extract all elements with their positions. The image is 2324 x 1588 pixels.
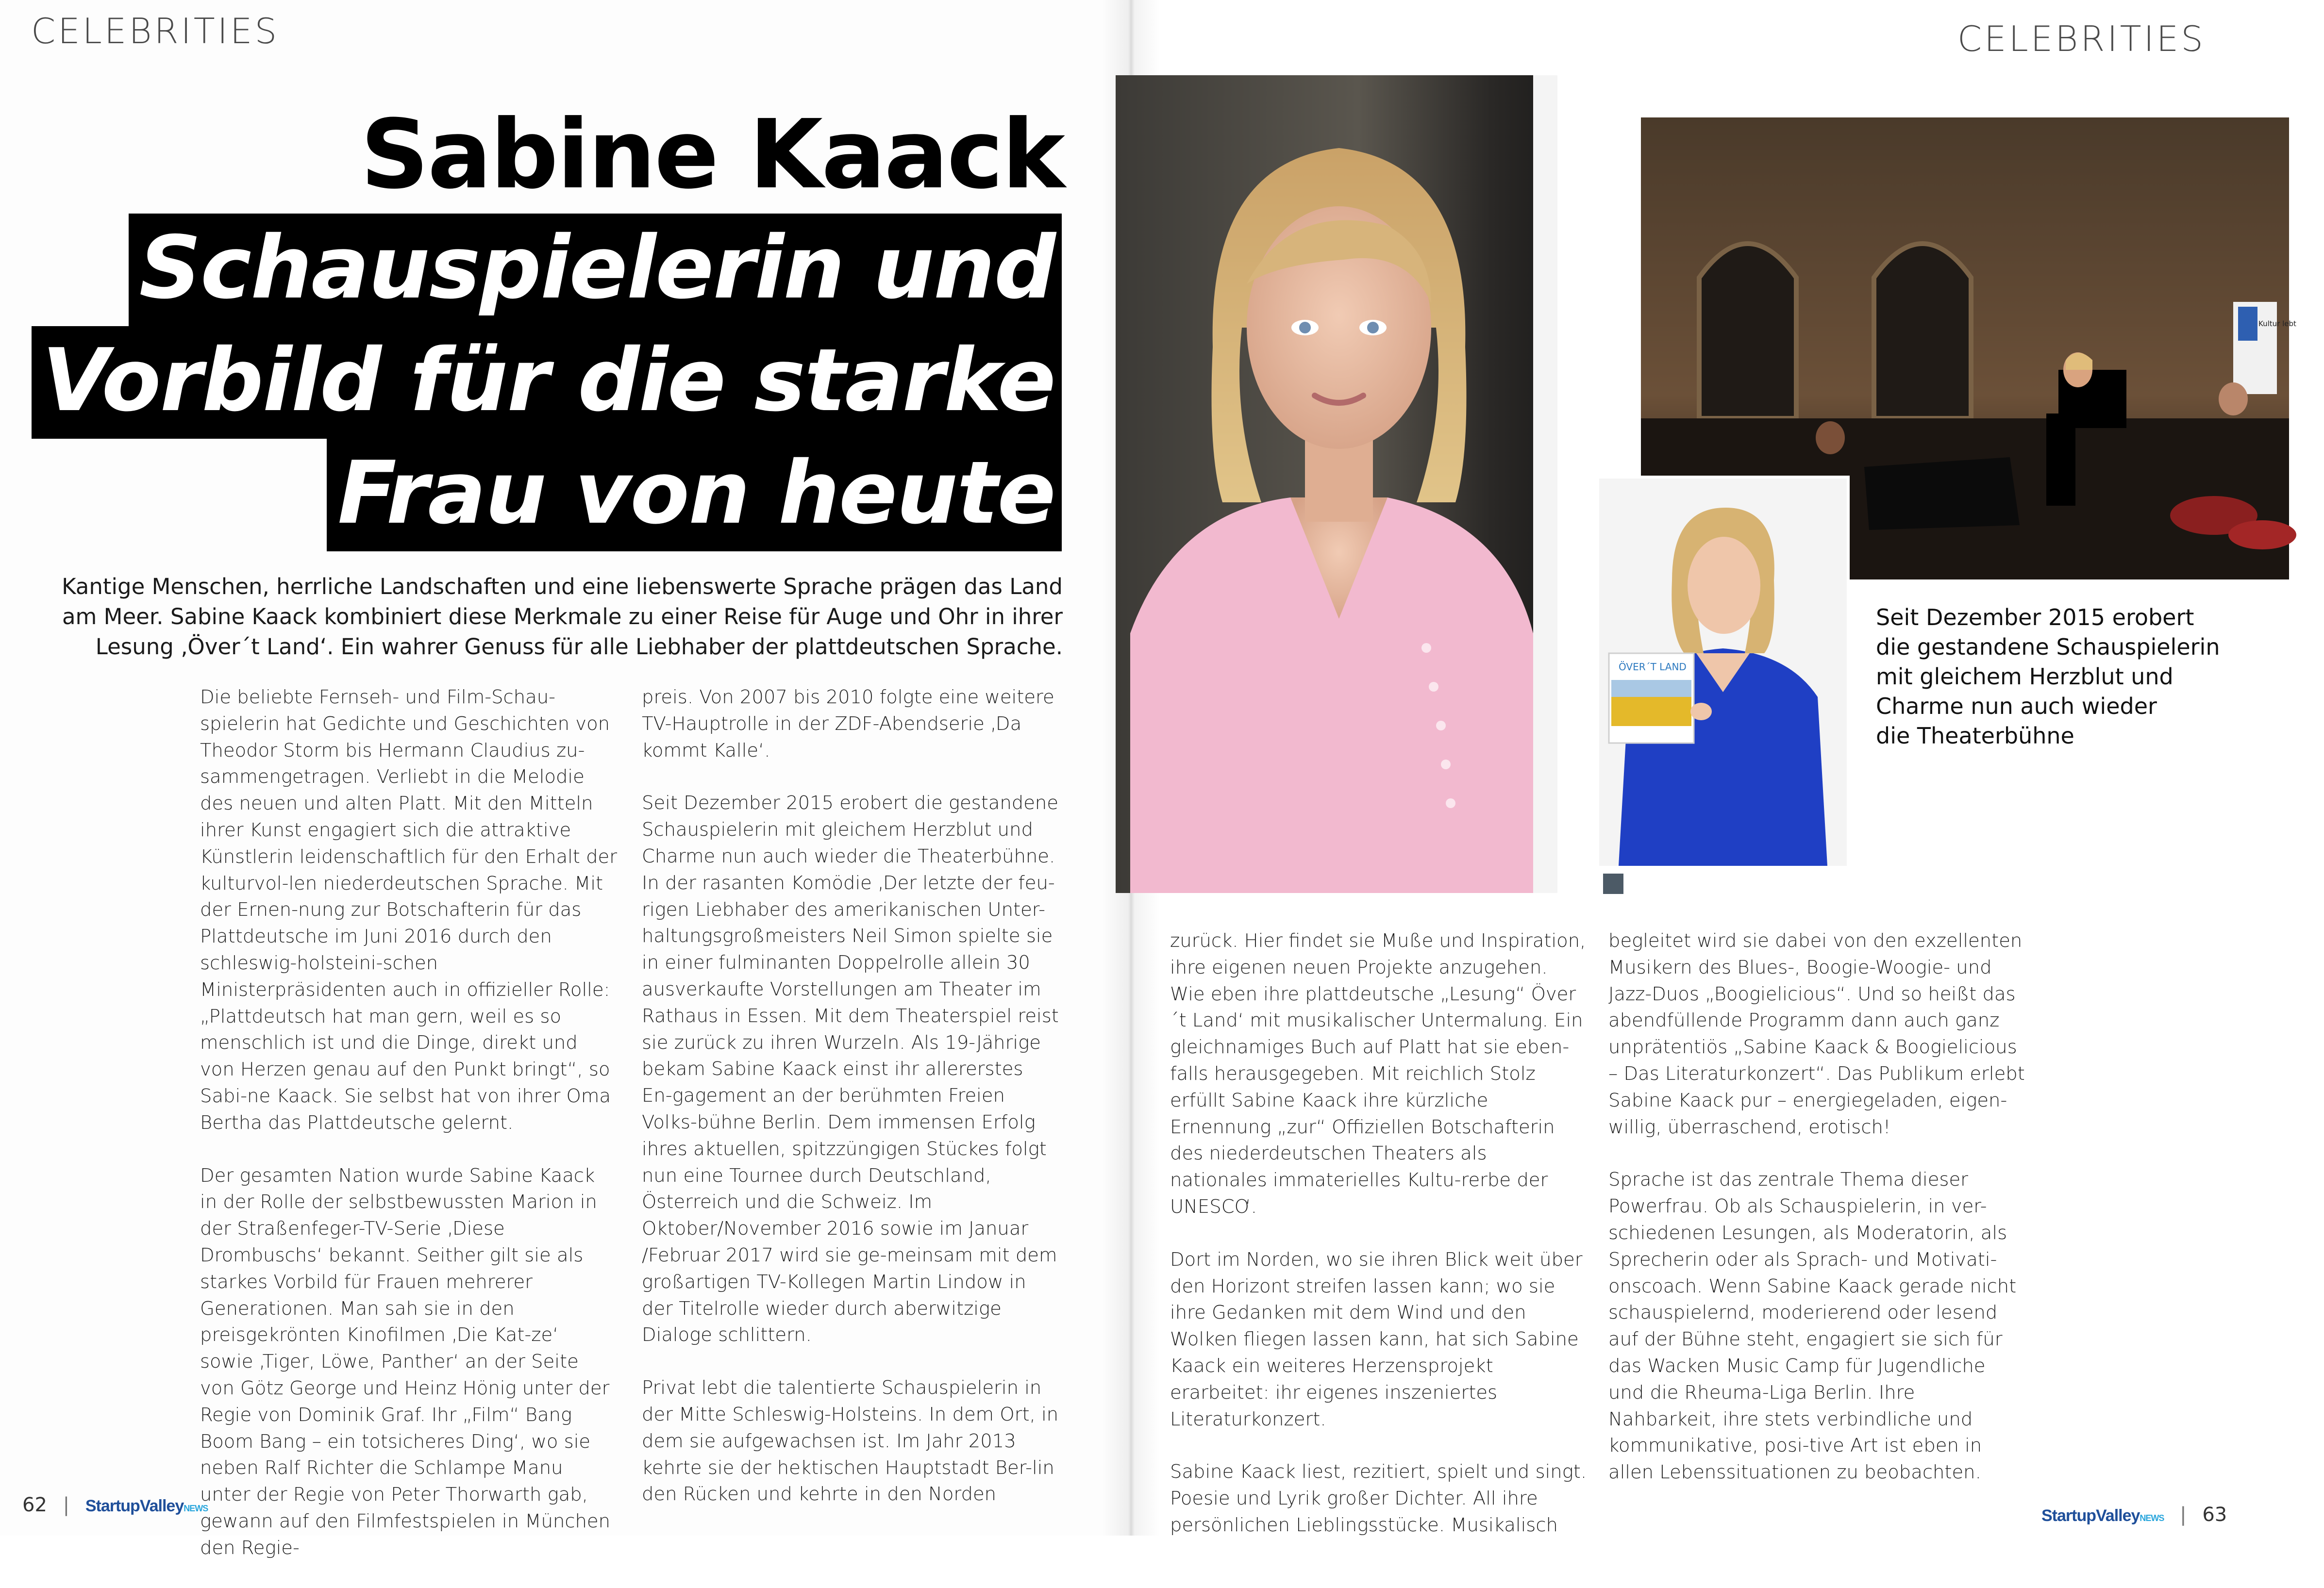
column-3-paragraph-3: Sabine Kaack liest, rezitiert, spielt und singt. Poesie und Lyrik großer Dichter. All ihre persönlichen Lieblingsstücke. Musikalisch: [1170, 1461, 1587, 1536]
photo-caption: [1876, 603, 2245, 751]
caption-line-5: die Theaterbühne: [1876, 723, 2074, 749]
intro-deck: [24, 572, 1063, 662]
brand-sub-right: NEWS: [2140, 1513, 2164, 1523]
subhead-line-3: Frau von heute: [327, 439, 1062, 551]
column-2-paragraph-3: Privat lebt die talentierte Schauspielerin in der Mitte Schleswig-Holsteins. In dem Ort, in dem sie aufgewachsen ist. Im Jahr 2013 kehrte sie der hektischen Hauptstadt Ber-lin den Rücken und kehrte in den Norden: [642, 1377, 1059, 1505]
folio-right: [2041, 1504, 2227, 1526]
body-column-4: [1608, 928, 2026, 1512]
column-2-paragraph-1: preis. Von 2007 bis 2010 folgte eine weitere TV-Hauptrolle in der ZDF-Abendserie ‚Da kommt Kalle‘.: [642, 686, 1054, 761]
brand-name-right: StartupValley: [2041, 1506, 2140, 1525]
body-column-3: [1170, 928, 1588, 1565]
section-tag-right: CELEBRITIES: [1957, 18, 2206, 59]
book-portrait-photo-icon: [1599, 479, 1847, 866]
subhead-line-2: Vorbild für die starke: [32, 326, 1062, 439]
photo-credit-marker: [1603, 874, 1623, 894]
body-column-1: [200, 684, 618, 1588]
section-tag-left: CELEBRITIES: [31, 11, 280, 51]
intro-line-2: am Meer. Sabine Kaack kombiniert diese Merkmale zu einer Reise für Auge und Ohr in ihrer: [62, 604, 1063, 629]
caption-line-4: Charme nun auch wieder: [1876, 693, 2157, 719]
portrait-photo: [1116, 75, 1557, 893]
brand-name-left: StartupValley: [85, 1497, 184, 1515]
column-4-paragraph-2: Sprache ist das zentrale Thema dieser Powerfrau. Ob als Schauspielerin, in ver-schiedenen Lesungen, als Moderatorin, als Sprecherin oder als Sprach- und Motivati-onscoach. Wenn Sabine Kaack gerade nicht schauspielernd, moderierend oder lesend auf der Bühne steht, engagiert sie sich für das Wacken Music Camp für Jugendliche und die Rheuma-Liga Berlin. Ihre Nahbarkeit, ihre stets verbindliche und kommunikative, posi-tive Art ist eben in allen Lebenssituationen zu beobachten.: [1608, 1169, 2017, 1484]
page-number-right: 63: [2202, 1504, 2227, 1526]
page-number-left: 62: [22, 1494, 47, 1516]
column-3-paragraph-2: Dort im Norden, wo sie ihren Blick weit über den Horizont streifen lassen kann; wo sie ihre Gedanken mit dem Wind und den Wolken fliegen lassen kann, hat sich Sabine Kaack ein weiteres Herzensprojekt erarbeitet: ihr eigenes inszeniertes Literaturkonzert.: [1170, 1248, 1583, 1430]
headline: Sabine Kaack: [360, 99, 1064, 210]
caption-line-1: Seit Dezember 2015 erobert: [1876, 604, 2194, 630]
book-title-text: ÖVER´T LAND: [1619, 661, 1687, 673]
column-4-paragraph-1: begleitet wird sie dabei von den exzellenten Musikern des Blues-, Boogie-Woogie- und Jazz-Duos „Boogielicious“. Und so heißt das abendfüllende Programm dann auch ganz unprätentiös „Sabine Kaack & Boogielicious – Das Literaturkonzert“. Das Publikum erlebt Sabine Kaack pur – energiegeladen, eigen-willig, überraschend, erotisch!: [1608, 930, 2025, 1138]
body-column-2: [642, 684, 1059, 1534]
folio-left: [22, 1494, 208, 1516]
stage-banner-text: Kultur lebt: [2258, 319, 2296, 328]
subhead-line-1: Schauspielerin und: [129, 214, 1062, 326]
column-3-paragraph-1: zurück. Hier findet sie Muße und Inspiration, ihre eigenen neuen Projekte anzugehen. Wie eben ihre plattdeutsche „Lesung“ Över´t Land‘ mit musikalischer Untermalung. Ein gleichnamiges Buch auf Platt hat sie eben-falls herausgegeben. Mit reichlich Stolz erfüllt Sabine Kaack ihre kürzliche Ernennung „zur“ Offiziellen Botschafterin des niederdeutschen Theaters als nationales immaterielles Kultu-rerbe der UNESCO‘.: [1170, 930, 1586, 1218]
intro-line-1: Kantige Menschen, herrliche Landschaften und eine liebenswerte Sprache prägen das Land: [62, 574, 1063, 599]
intro-line-3: Lesung ‚Över´t Land‘. Ein wahrer Genuss für alle Liebhaber der plattdeutschen Sprache.: [95, 634, 1063, 660]
book-portrait-photo: [1596, 476, 1850, 869]
column-1-paragraph-1: Die beliebte Fernseh- und Film-Schau-spielerin hat Gedichte und Geschichten von Theodor Storm bis Hermann Claudius zu-sammengetragen. Verliebt in die Melodie des neuen und alten Platt. Mit den Mitteln ihrer Kunst engagiert sich die attraktive Künstlerin leidenschaftlich für den Erhalt der kulturvol-len niederdeutschen Sprache. Mit der Ernen-nung zur Botschafterin für das Plattdeutsche im Juni 2016 durch den schleswig-holsteini-schen Ministerpräsidenten auch in offizieller Rolle: „Plattdeutsch hat man gern, weil es so menschlich ist und die Dinge, direkt und von Herzen genau auf den Punkt bringt“, so Sabi-ne Kaack. Sie selbst hat von ihrer Oma Bertha das Plattdeutsche gelernt.: [200, 686, 618, 1134]
column-2-paragraph-2: Seit Dezember 2015 erobert die gestandene Schauspielerin mit gleichem Herzblut und Charme nun auch wieder die Theaterbühne. In der rasanten Komödie ‚Der letzte der feu-rigen Liebhaber des amerikanischen Unter-haltungsgroßmeisters Neil Simon spielte sie in einer fulminanten Doppelrolle allein 30 ausverkaufte Vorstellungen am Theater im Rathaus in Essen. Mit dem Theaterspiel reist sie zurück zu ihren Wurzeln. Als 19-Jährige bekam Sabine Kaack einst ihr allererstes En-gagement an der berühmten Freien Volks-bühne Berlin. Dem immensen Erfolg ihres aktuellen, spitzzüngigen Stückes folgt nun eine Tournee durch Deutschland, Österreich und die Schweiz. Im Oktober/November 2016 sowie im Januar /Februar 2017 wird sie ge-meinsam mit dem großartigen TV-Kollegen Martin Lindow in der Titelrolle wieder durch aberwitzige Dialoge schlittern.: [642, 792, 1059, 1346]
folio-separator-left: |: [63, 1494, 70, 1516]
column-1-paragraph-2: Der gesamten Nation wurde Sabine Kaack in der Rolle der selbstbewussten Marion in der Straßenfeger-TV-Serie ‚Diese Drombuschs‘ bekannt. Seither gilt sie als starkes Vorbild für Frauen mehrerer Generationen. Man sah sie in den preisgekrönten Kinofilmen ‚Die Kat-ze‘ sowie ‚Tiger, Löwe, Panther‘ an der Seite von Götz George und Heinz Hönig unter der Regie von Dominik Graf. Ihr „Film“ Bang Boom Bang – ein totsicheres Ding‘, wo sie neben Ralf Richter die Schlampe Manu unter der Regie von Peter Thorwarth gab, gewann auf den Filmfestspielen in München den Regie-: [200, 1164, 611, 1559]
brand-logo-left: [85, 1497, 208, 1515]
brand-logo-right: [2041, 1506, 2164, 1525]
folio-separator-right: |: [2180, 1504, 2187, 1526]
caption-line-3: mit gleichem Herzblut und: [1876, 663, 2174, 690]
brand-sub-left: NEWS: [184, 1504, 208, 1513]
portrait-photo-icon: [1116, 75, 1557, 893]
caption-line-2: die gestandene Schauspielerin: [1876, 634, 2220, 660]
